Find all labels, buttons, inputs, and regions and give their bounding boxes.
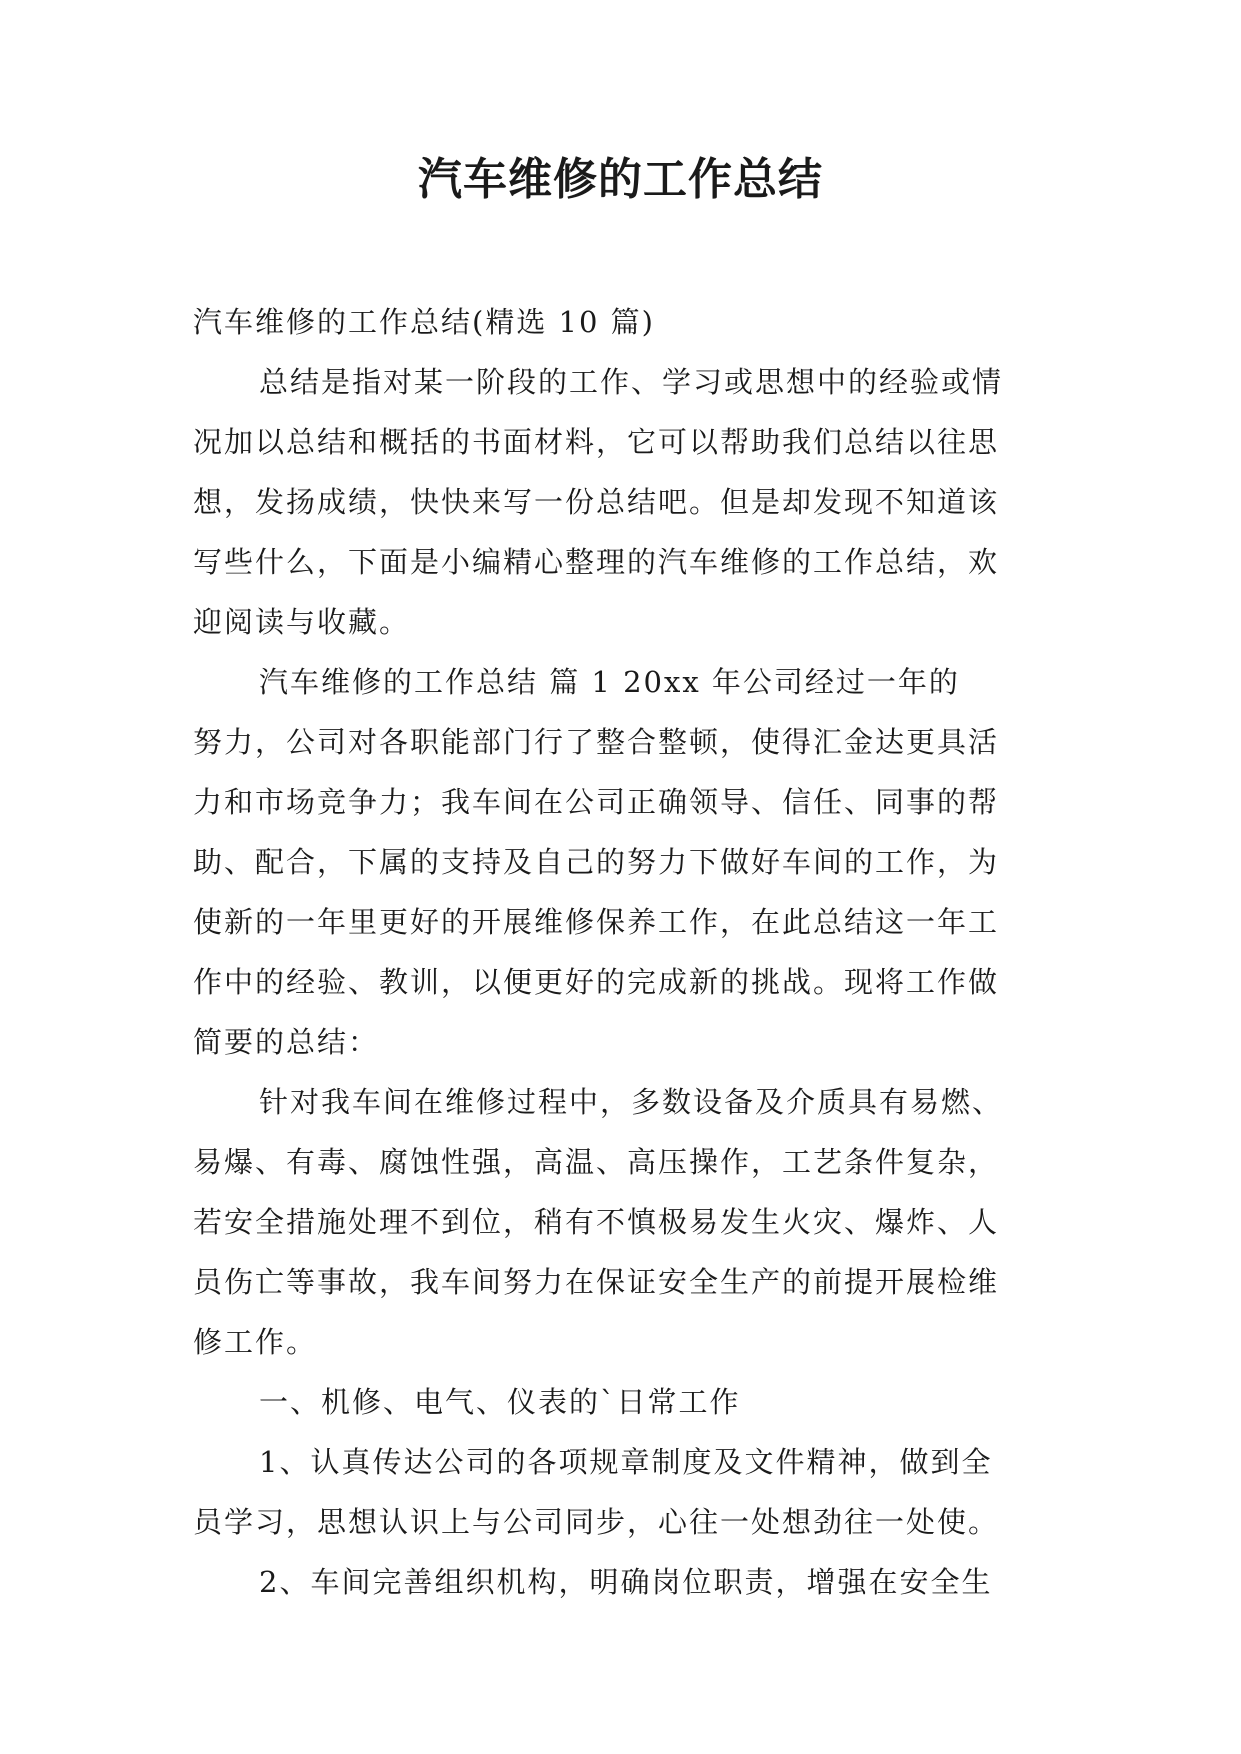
text-line: 写些什么，下面是小编精心整理的汽车维修的工作总结，欢 bbox=[193, 545, 1000, 579]
text-line: 员学习，思想认识上与公司同步，心往一处想劲往一处使。 bbox=[193, 1505, 1000, 1539]
text-line: 一、机修、电气、仪表的`日常工作 bbox=[259, 1385, 741, 1419]
text-line: 助、配合，下属的支持及自己的努力下做好车间的工作，为 bbox=[193, 845, 1000, 879]
text-line: 汽车维修的工作总结(精选 10 篇) bbox=[193, 305, 655, 339]
text-line: 况加以总结和概括的书面材料，它可以帮助我们总结以往思 bbox=[193, 425, 1000, 459]
text-line: 若安全措施处理不到位，稍有不慎极易发生火灾、爆炸、人 bbox=[193, 1205, 1000, 1239]
text-line: 针对我车间在维修过程中，多数设备及介质具有易燃、 bbox=[259, 1085, 1004, 1119]
text-line: 修工作。 bbox=[193, 1325, 318, 1359]
text-line: 2、车间完善组织机构，明确岗位职责，增强在安全生 bbox=[259, 1565, 993, 1599]
text-line: 想，发扬成绩，快快来写一份总结吧。但是却发现不知道该 bbox=[193, 485, 1000, 519]
text-line: 使新的一年里更好的开展维修保养工作，在此总结这一年工 bbox=[193, 905, 1000, 939]
text-line: 力和市场竞争力；我车间在公司正确领导、信任、同事的帮 bbox=[193, 785, 1000, 819]
document-title: 汽车维修的工作总结 bbox=[418, 154, 823, 205]
text-line: 迎阅读与收藏。 bbox=[193, 605, 411, 639]
text-line: 员伤亡等事故，我车间努力在保证安全生产的前提开展检维 bbox=[193, 1265, 1000, 1299]
document-body bbox=[193, 292, 1053, 1612]
text-line: 努力，公司对各职能部门行了整合整顿，使得汇金达更具活 bbox=[193, 725, 1000, 759]
text-line: 作中的经验、教训，以便更好的完成新的挑战。现将工作做 bbox=[193, 965, 1000, 999]
text-line: 总结是指对某一阶段的工作、学习或思想中的经验或情 bbox=[259, 365, 1004, 399]
text-line: 汽车维修的工作总结 篇 1 20xx 年公司经过一年的 bbox=[259, 665, 960, 699]
text-line: 简要的总结： bbox=[193, 1025, 380, 1059]
text-line: 易爆、有毒、腐蚀性强，高温、高压操作，工艺条件复杂， bbox=[193, 1145, 1000, 1179]
text-line: 1、认真传达公司的各项规章制度及文件精神，做到全 bbox=[259, 1445, 993, 1479]
